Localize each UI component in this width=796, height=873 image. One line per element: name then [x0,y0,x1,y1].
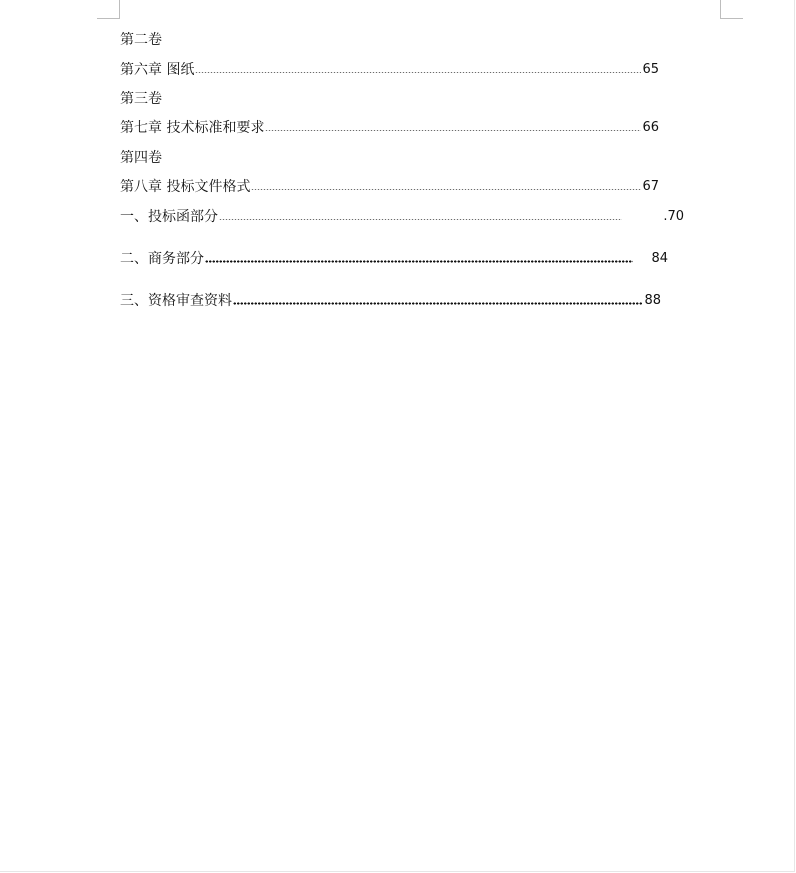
toc-page-number: 84 [651,251,668,266]
toc-page-number: 88 [644,293,661,308]
toc-page-number: 67 [642,179,659,194]
toc-entry-chapter-8[interactable] [120,178,659,196]
crop-mark-top-right [720,0,743,19]
toc-dot-leader [232,292,644,310]
toc-dot-leader [194,61,642,79]
toc-entry-label: 第八章 投标文件格式 [120,179,251,195]
toc-page-number: 65 [642,62,659,77]
toc-entry-section-2[interactable] [120,250,668,268]
toc-dot-leader [250,178,642,196]
toc-entry-label: 第七章 技术标准和要求 [120,120,265,136]
toc-volume-4: 第四卷 [120,150,162,166]
toc-volume-3: 第三卷 [120,91,162,107]
toc-dot-leader [264,119,642,137]
toc-entry-label: 三、资格审查资料 [120,293,232,309]
toc-entry-section-3[interactable] [120,292,661,310]
toc-entry-label: 第六章 图纸 [120,62,195,78]
toc-entry-label: 一、投标函部分 [120,209,218,225]
toc-entry-chapter-6[interactable] [120,61,659,79]
toc-dot-leader [204,250,634,268]
crop-mark-top-left [97,0,120,19]
toc-entry-label: 二、商务部分 [120,251,204,267]
toc-entry-chapter-7[interactable] [120,119,659,137]
toc-page-number: .70 [663,209,684,224]
toc-entry-section-1[interactable] [120,208,684,226]
toc-page-number: 66 [642,120,659,135]
toc-dot-leader [218,208,623,226]
toc-volume-2: 第二卷 [120,32,162,48]
